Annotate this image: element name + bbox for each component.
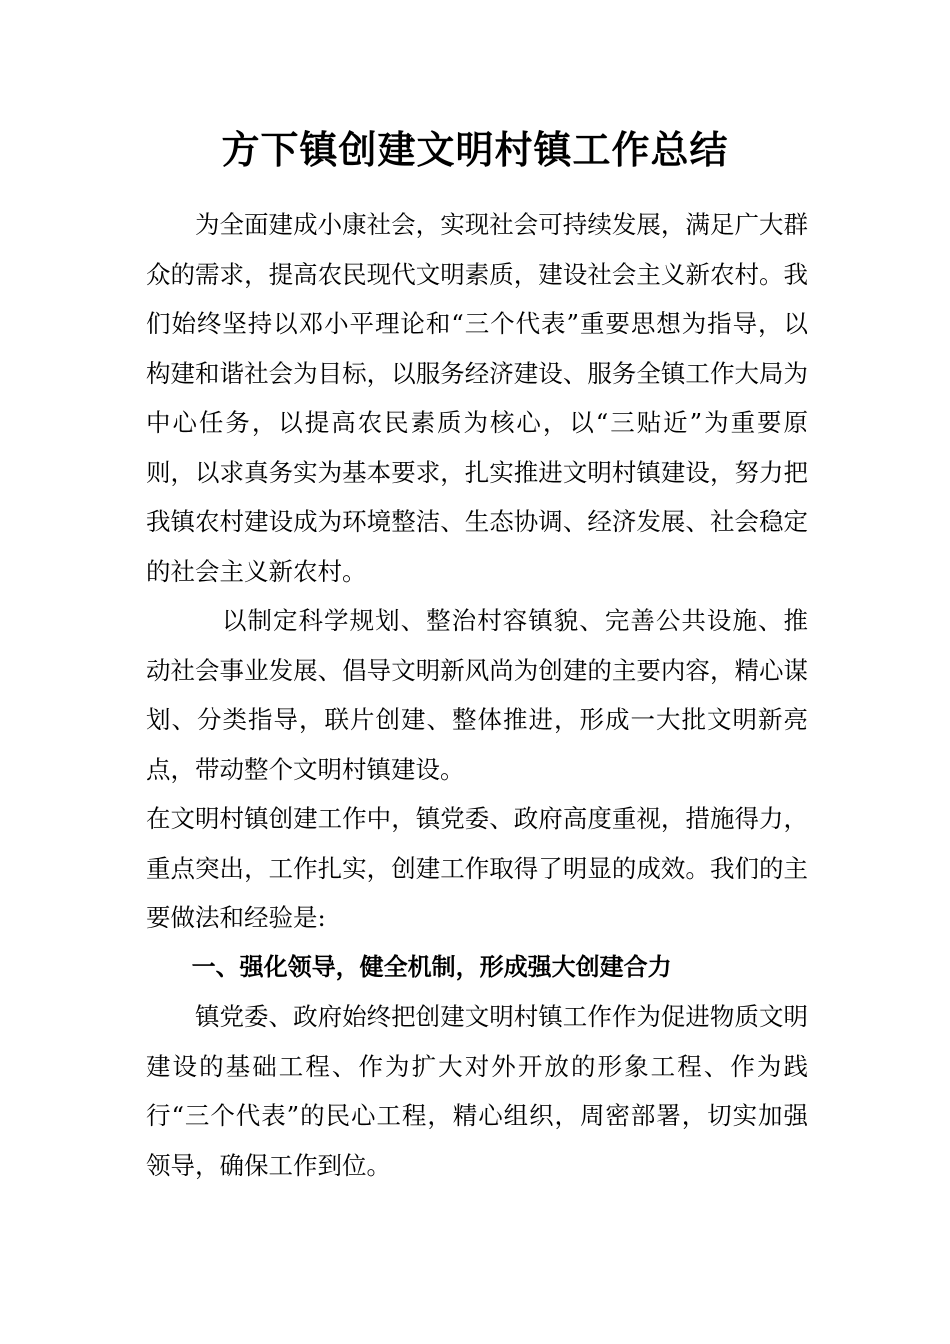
paragraph-intro: 为全面建成小康社会，实现社会可持续发展，满足广大群众的需求，提高农民现代文明素质，建设社会主义新农村。我们始终坚持以邓小平理论和“三个代表”重要思想为指导，以构建和谐社会为目标，以服务经济建设、服务全镇工作大局为中心任务，以提高农民素质为核心，以“三贴近”为重要原则，以求真务实为基本要求，扎实推进文明村镇建设，努力把我镇农村建设成为环境整洁、生态协调、经济发展、社会稳定的社会主义新农村。 (146, 210, 808, 586)
paragraph-leadership: 镇党委、政府始终把创建文明村镇工作作为促进物质文明建设的基础工程、作为扩大对外开放的形象工程、作为践行“三个代表”的民心工程，精心组织，周密部署，切实加强领导，确保工作到位。 (146, 1002, 808, 1180)
section-heading-1: 一、强化领导，健全机制，形成强大创建合力 (191, 952, 672, 981)
paragraph-content: 以制定科学规划、整治村容镇貌、完善公共设施、推动社会事业发展、倡导文明新风尚为创建的主要内容，精心谋划、分类指导，联片创建、整体推进，形成一大批文明新亮点，带动整个文明村镇建设。 (146, 606, 808, 784)
page-title: 方下镇创建文明村镇工作总结 (221, 127, 729, 172)
paragraph-practice: 在文明村镇创建工作中，镇党委、政府高度重视，措施得力，重点突出，工作扎实，创建工作取得了明显的成效。我们的主要做法和经验是: (146, 804, 808, 932)
document-body (146, 200, 808, 1190)
